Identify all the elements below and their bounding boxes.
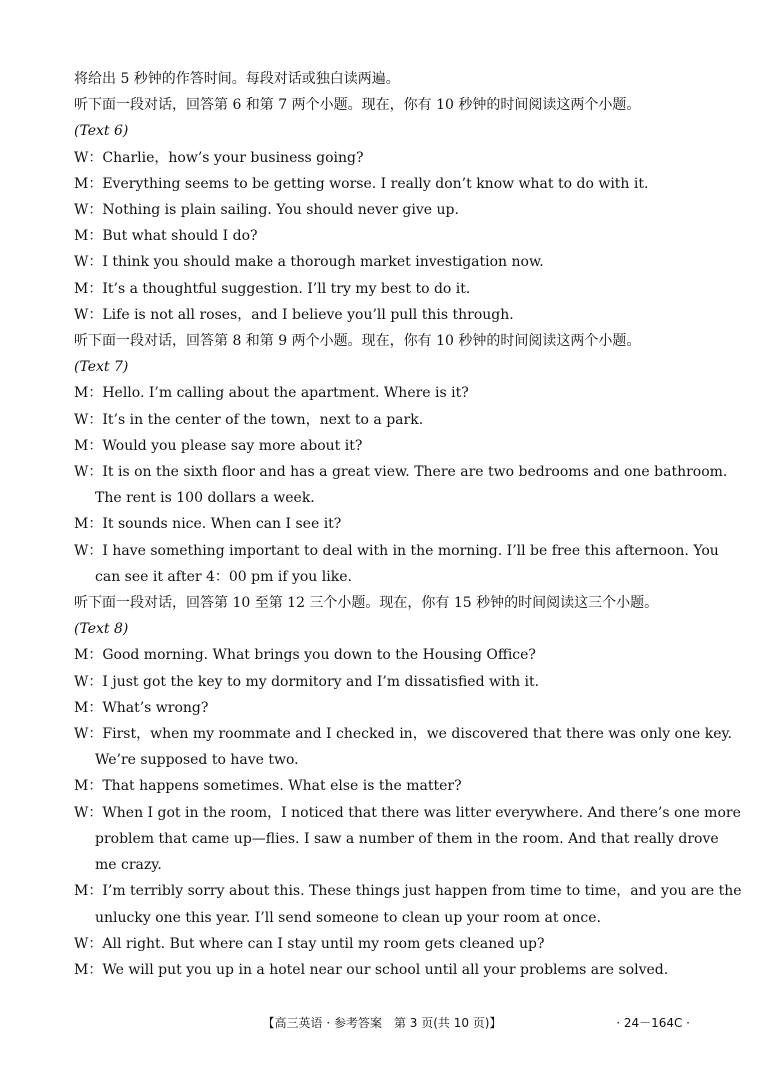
dialogue-line: W：I think you should make a thorough market investigation now. (74, 254, 544, 271)
dialogue-line: M：Would you please say more about it? (74, 437, 363, 454)
dialogue-line: W：When I got in the room，I noticed that there was litter everywhere. And there’s one more (74, 804, 741, 821)
dialogue-line: M：It’s a thoughtful suggestion. I’ll try my best to do it. (74, 280, 471, 297)
dialogue-line: W：It is on the sixth floor and has a great view. There are two bedrooms and one bathroom. (74, 464, 728, 481)
dialogue-line: M：I’m terribly sorry about this. These things just happen from time to time，and you are the (74, 883, 742, 900)
dialogue-continuation: The rent is 100 dollars a week. (95, 490, 315, 507)
instruction-line: 将给出 5 秒钟的作答时间。每段对话或独白读两遍。 (74, 71, 400, 87)
dialogue-line: M：What’s wrong? (74, 699, 209, 716)
transcript-body (74, 66, 742, 983)
footer-page-info: 【高三英语 · 参考答案 第 3 页(共 10 页)】 (262, 1016, 502, 1030)
text-label: (Text 7) (74, 359, 129, 376)
dialogue-continuation: unlucky one this year. I’ll send someone to clean up your room at once. (95, 909, 601, 926)
dialogue-line: M：But what should I do? (74, 228, 258, 245)
text-label: (Text 8) (74, 621, 129, 638)
instruction-line: 听下面一段对话，回答第 8 和第 9 两个小题。现在，你有 10 秒钟的时间阅读这两个小题。 (74, 333, 641, 350)
dialogue-line: W：I have something important to deal with in the morning. I’ll be free this afternoon. You (74, 542, 719, 559)
dialogue-line: W：Life is not all roses，and I believe you’ll pull this through. (74, 306, 514, 323)
dialogue-line: M：Good morning. What brings you down to the Housing Office? (74, 647, 536, 664)
instruction-line: 听下面一段对话，回答第 6 和第 7 两个小题。现在，你有 10 秒钟的时间阅读这两个小题。 (74, 97, 641, 114)
dialogue-line: W：First，when my roommate and I checked in，we discovered that there was only one key. (74, 726, 733, 743)
footer-code: · 24－164C · (616, 1016, 690, 1030)
text-label: (Text 6) (74, 123, 129, 140)
dialogue-continuation: We’re supposed to have two. (95, 752, 299, 769)
dialogue-line: M：Everything seems to be getting worse. I really don’t know what to do with it. (74, 175, 649, 192)
dialogue-continuation: can see it after 4：00 pm if you like. (95, 568, 352, 585)
dialogue-line: M：That happens sometimes. What else is the matter? (74, 778, 462, 795)
instruction-line: 听下面一段对话，回答第 10 至第 12 三个小题。现在，你有 15 秒钟的时间阅读这三个小题。 (74, 595, 659, 612)
dialogue-line: W：I just got the key to my dormitory and I’m dissatisfied with it. (74, 673, 540, 690)
dialogue-line: W：Charlie，how’s your business going? (74, 149, 364, 166)
dialogue-continuation: problem that came up—flies. I saw a number of them in the room. And that really drove (95, 830, 719, 847)
dialogue-line: M：It sounds nice. When can I see it? (74, 516, 342, 533)
dialogue-line: W：It’s in the center of the town，next to a park. (74, 411, 424, 428)
dialogue-line: W：All right. But where can I stay until my room gets cleaned up? (74, 935, 545, 952)
dialogue-line: M：Hello. I’m calling about the apartment. Where is it? (74, 385, 469, 402)
dialogue-continuation: me crazy. (95, 857, 162, 874)
dialogue-line: M：We will put you up in a hotel near our school until all your problems are solved. (74, 961, 669, 978)
dialogue-line: W：Nothing is plain sailing. You should never give up. (74, 202, 459, 219)
